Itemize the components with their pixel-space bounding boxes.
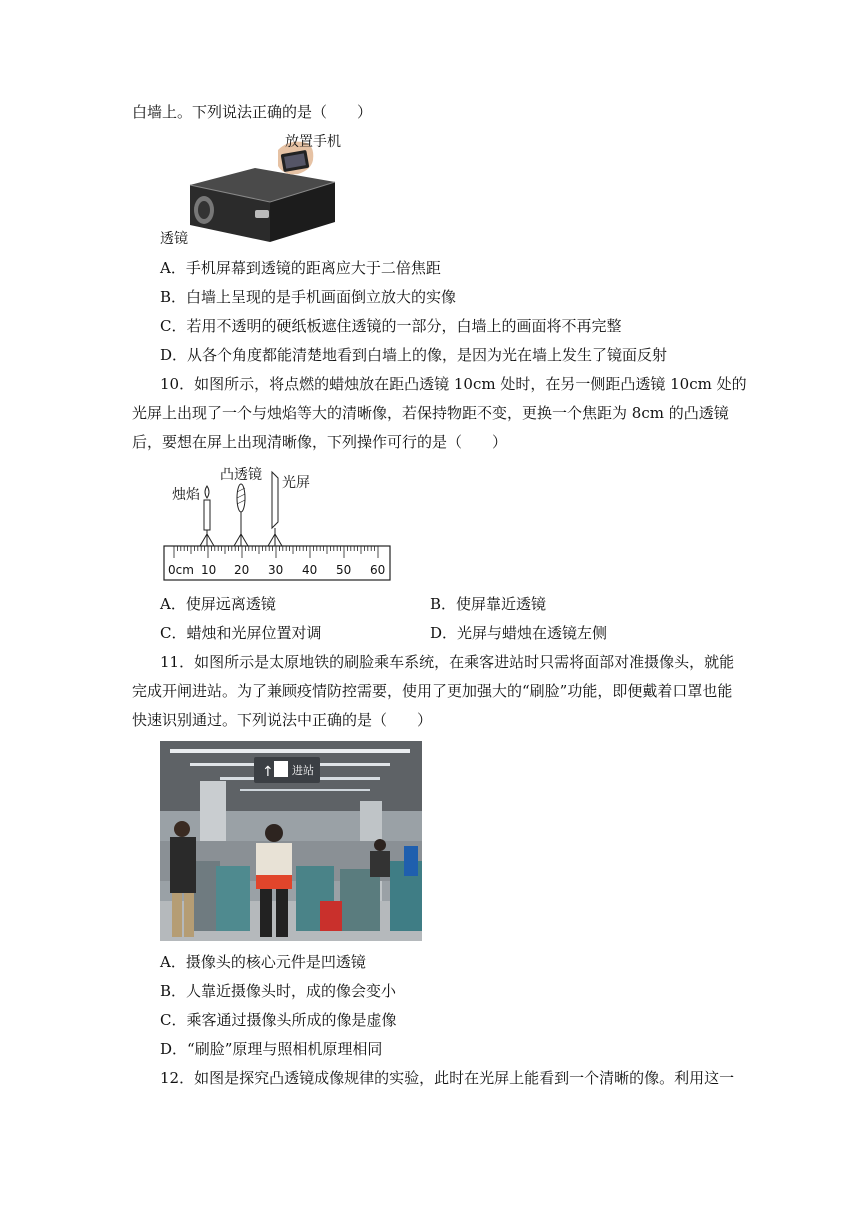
subway-gate-photo (160, 741, 422, 941)
screen-mark (268, 472, 282, 546)
optical-bench-figure (160, 462, 400, 584)
entry-sign-text: 进站 (292, 764, 314, 777)
ruler-tick-30: 30 (268, 563, 284, 577)
q10-option-d: D．光屏与蜡烛在透镜左侧 (430, 624, 608, 642)
q11-option-b: B．人靠近摄像头时，成的像会变小 (160, 982, 397, 1000)
q12-line-1: 12．如图是探究凸透镜成像规律的实验，此时在光屏上能看到一个清晰的像。利用这一 (160, 1069, 735, 1087)
ruler-tick-60: 60 (370, 563, 386, 577)
lens-mark (234, 484, 248, 546)
ruler-tick-0: 0cm (168, 563, 194, 577)
q11-line-2: 完成开闸进站。为了兼顾疫情防控需要，使用了更加强大的“刷脸”功能，即便戴着口罩也能 (132, 682, 733, 700)
q9-option-c: C．若用不透明的硬纸板遮住透镜的一部分，白墙上的画面将不再完整 (160, 317, 622, 335)
convex-lens-label: 凸透镜 (220, 467, 262, 483)
phone-placement-label: 放置手机 (285, 134, 341, 150)
q9-option-b: B．白墙上呈现的是手机画面倒立放大的实像 (160, 288, 457, 306)
q10-line-2: 光屏上出现了一个与烛焰等大的清晰像，若保持物距不变，更换一个焦距为 8cm 的凸透镜 (132, 404, 729, 422)
ruler-tick-50: 50 (336, 563, 352, 577)
ruler-tick-10: 10 (201, 563, 217, 577)
candle-mark (200, 486, 214, 546)
q11-option-c: C．乘客通过摄像头所成的像是虚像 (160, 1011, 397, 1029)
screen-label: 光屏 (282, 475, 310, 491)
subway-gate-illustration (160, 741, 422, 941)
q10-option-a: A．使屏远离透镜 (160, 595, 276, 613)
projector-figure (160, 130, 350, 248)
q10-line-1: 10．如图所示，将点燃的蜡烛放在距凸透镜 10cm 处时，在另一侧距凸透镜 10cm 处的 (160, 375, 747, 393)
q11-option-d: D．“刷脸”原理与照相机原理相同 (160, 1040, 383, 1058)
q10-line-3: 后，要想在屏上出现清晰像，下列操作可行的是（ ） (132, 433, 508, 451)
q11-line-3: 快速识别通过。下列说法中正确的是（ ） (132, 711, 433, 729)
lens-label: 透镜 (160, 231, 188, 247)
q9-option-d: D．从各个角度都能清楚地看到白墙上的像，是因为光在墙上发生了镜面反射 (160, 346, 668, 364)
q10-option-c: C．蜡烛和光屏位置对调 (160, 624, 322, 642)
q10-option-b: B．使屏靠近透镜 (430, 595, 547, 613)
svg-text:↑: ↑ (262, 764, 274, 780)
ruler-tick-40: 40 (302, 563, 318, 577)
q11-option-a: A．摄像头的核心元件是凹透镜 (160, 953, 366, 971)
q9-option-a: A．手机屏幕到透镜的距离应大于二倍焦距 (160, 259, 441, 277)
q9-stem-tail: 白墙上。下列说法正确的是（ ） (132, 103, 373, 121)
q11-line-1: 11．如图所示是太原地铁的刷脸乘车系统，在乘客进站时只需将面部对准摄像头，就能 (160, 653, 735, 671)
candle-label: 烛焰 (172, 487, 200, 503)
ruler-tick-20: 20 (234, 563, 250, 577)
